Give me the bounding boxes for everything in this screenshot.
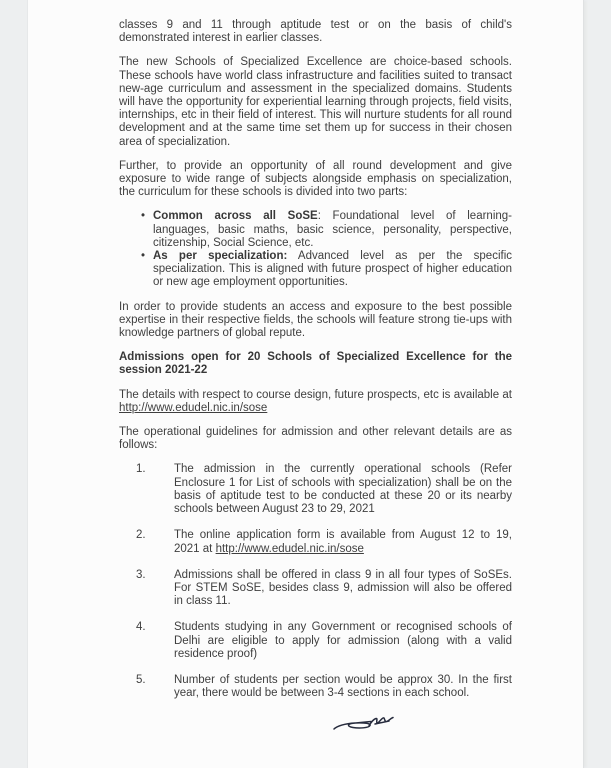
bullet-icon: • xyxy=(141,250,146,263)
continuation-paragraph: classes 9 and 11 through aptitude test or on the basis of child's demonstrated interest in earlier classes. xyxy=(119,19,512,45)
item-text-prefix: The online application form is available from August 12 to 19, 2021 at xyxy=(174,529,512,555)
curriculum-bullet-list xyxy=(119,210,512,289)
edudel-sose-link[interactable]: http://www.edudel.nic.in/sose xyxy=(119,401,268,414)
bullet-bold-label: As per specialization: xyxy=(153,250,288,263)
item-text xyxy=(174,529,512,555)
signature-image xyxy=(331,713,397,739)
document-page xyxy=(27,0,584,768)
bullet-icon: • xyxy=(141,210,146,223)
bullet-body-text: : Foundational level of learning- languages, basic maths, basic science, personality, perspective, citizenship, Social Science, etc. xyxy=(153,210,512,249)
signature-area xyxy=(331,713,512,743)
details-text: The details with respect to course design, future prospects, etc is available at xyxy=(119,388,512,401)
bullet-item-specialization xyxy=(119,250,512,290)
bullet-text xyxy=(153,250,512,290)
item-number: 1. xyxy=(136,463,146,476)
numbered-list xyxy=(119,463,512,700)
bullet-body-text: Advanced level as per the specific specialization. This is aligned with future prospect of higher education or new age employment opportunities. xyxy=(153,250,512,289)
item-number: 2. xyxy=(136,529,146,542)
bullet-bold-label: Common across all SoSE xyxy=(153,210,318,223)
item-text: The admission in the currently operational schools (Refer Enclosure 1 for List of schools with specialization) shall be on the basis of aptitude test to be conducted at these 20 or its nearby schools between August 23 to 29, 2021 xyxy=(174,463,512,516)
item-text: Number of students per section would be approx 30. In the first year, there would be between 3-4 sections in each school. xyxy=(174,673,512,700)
item-number: 5. xyxy=(136,673,146,686)
numbered-item-1 xyxy=(119,463,512,516)
numbered-item-2 xyxy=(119,529,512,555)
numbered-item-5 xyxy=(119,674,512,700)
details-paragraph xyxy=(119,389,512,415)
tie-ups-paragraph: In order to provide students an access and exposure to the best possible expertise in their respective fields, the schools will feature strong tie-ups with knowledge partners of global repute. xyxy=(119,300,512,340)
item-number: 4. xyxy=(136,621,146,634)
bullet-text xyxy=(153,210,512,250)
curriculum-paragraph: Further, to provide an opportunity of all round development and give exposure to wide range of subjects alongside emphasis on specialization, the curriculum for these schools is divided into two parts: xyxy=(119,159,512,199)
guidelines-paragraph: The operational guidelines for admission and other relevant details are as follows: xyxy=(119,426,512,452)
edudel-sose-link-2[interactable]: http://www.edudel.nic.in/sose xyxy=(215,542,364,555)
page-content xyxy=(28,0,583,743)
numbered-item-3 xyxy=(119,569,512,609)
item-text: Students studying in any Government or recognised schools of Delhi are eligible to apply for admission (along with a valid residence proof) xyxy=(174,621,512,660)
item-number: 3. xyxy=(136,568,146,581)
admissions-heading: Admissions open for 20 Schools of Specialized Excellence for the session 2021-22 xyxy=(119,351,512,377)
item-text: Admissions shall be offered in class 9 in all four types of SoSEs. For STEM SoSE, besides class 9, admission will also be offered in class 11. xyxy=(174,568,512,608)
choice-based-schools-paragraph: The new Schools of Specialized Excellence are choice-based schools. These schools have world class infrastructure and facilities suited to transact new-age curriculum and assessment in the specialized domains. Students will have the opportunity for experiential learning through projects, field visits, internships, etc in their field of interest. This will nurture students for all round development and at the same time set them up for success in their chosen area of specialization. xyxy=(119,56,512,148)
numbered-item-4 xyxy=(119,621,512,661)
bullet-item-common-sose xyxy=(119,210,512,250)
